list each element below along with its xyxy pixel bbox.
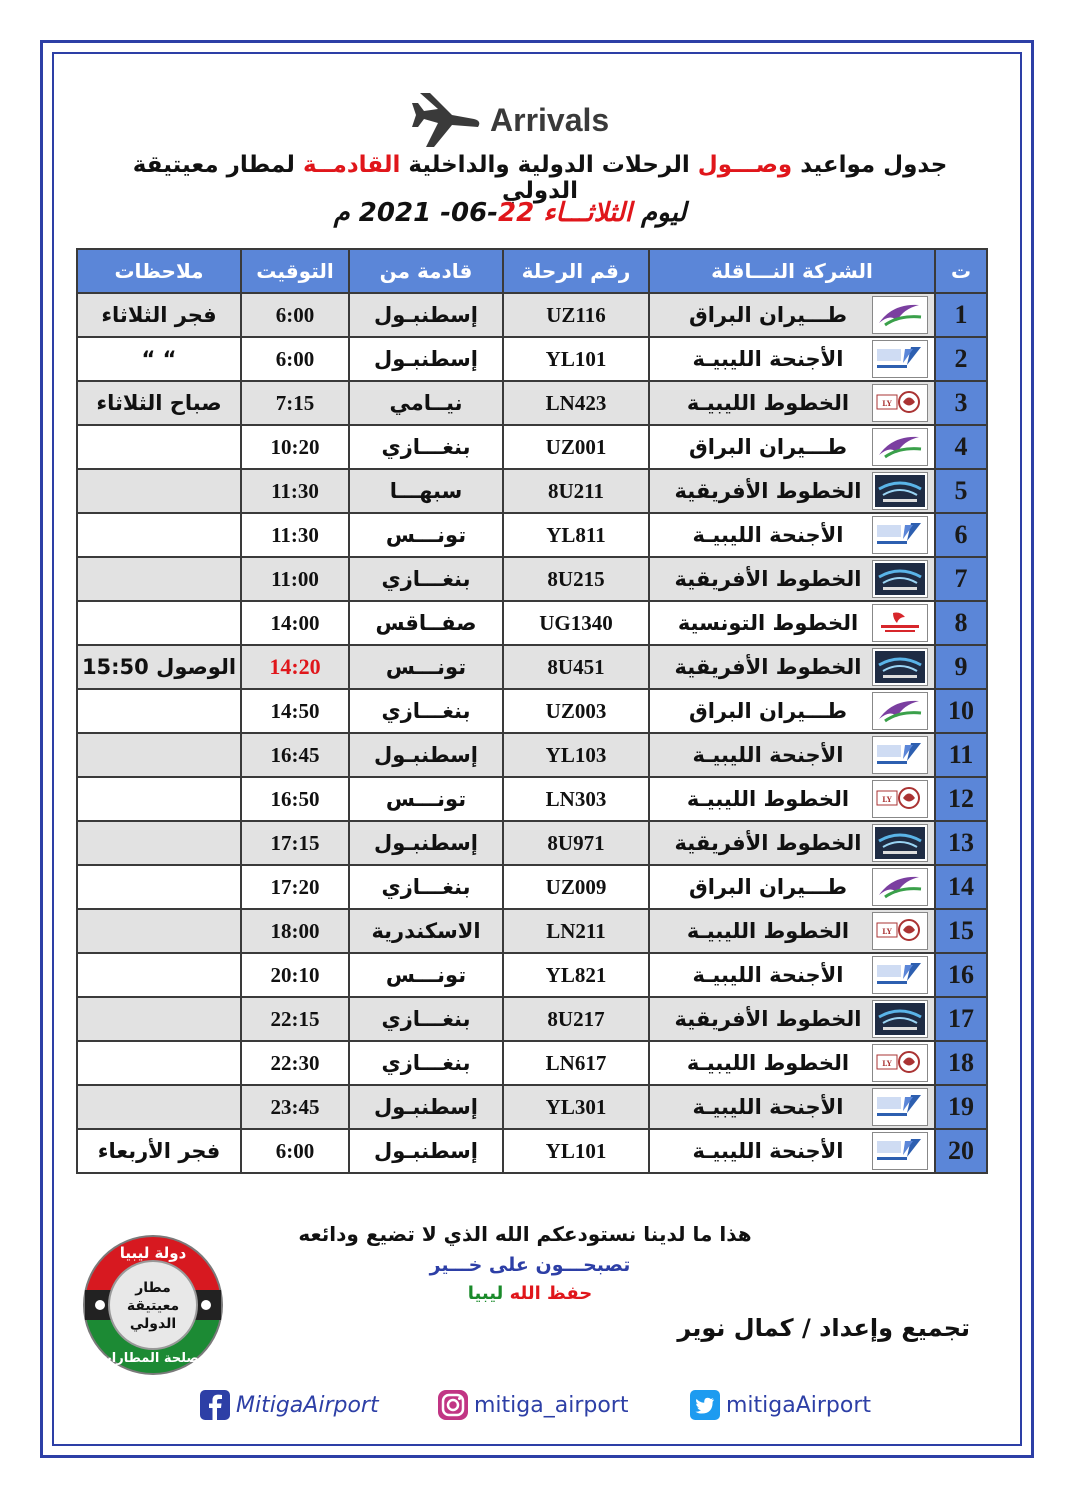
airline-cell — [649, 1041, 935, 1085]
table-row — [77, 513, 987, 557]
table-row — [77, 293, 987, 337]
row-number: 9 — [935, 645, 987, 689]
row-note — [77, 909, 241, 953]
table-row — [77, 865, 987, 909]
arrival-time: 20:10 — [241, 953, 349, 997]
origin-city: تونـــس — [349, 777, 503, 821]
row-note: “ “ — [77, 337, 241, 381]
origin-city: بنغـــازي — [349, 557, 503, 601]
flight-number: 8U215 — [503, 557, 649, 601]
flight-number: UZ001 — [503, 425, 649, 469]
libyan-wings-logo-icon — [872, 956, 928, 994]
table-row — [77, 425, 987, 469]
row-number: 5 — [935, 469, 987, 513]
table-row — [77, 1041, 987, 1085]
table-row — [77, 557, 987, 601]
origin-city: إسطنبـول — [349, 1129, 503, 1173]
airline-name: الخطوط الليبيـة — [686, 787, 850, 811]
flight-number: UZ116 — [503, 293, 649, 337]
airline-name: الخطوط التونسية — [677, 611, 859, 635]
origin-city: تونـــس — [349, 645, 503, 689]
row-note: فجر الثلاثاء — [77, 293, 241, 337]
origin-city: الاسكندرية — [349, 909, 503, 953]
row-note — [77, 689, 241, 733]
table-row — [77, 1085, 987, 1129]
row-number: 19 — [935, 1085, 987, 1129]
airline-name: الأجنحة الليبيـة — [692, 1095, 844, 1119]
facebook-link[interactable]: MitigaAirport — [200, 1385, 379, 1425]
flight-number: UZ009 — [503, 865, 649, 909]
airline-cell — [649, 1129, 935, 1173]
flight-number: YL811 — [503, 513, 649, 557]
libyan-wings-logo-icon — [872, 736, 928, 774]
instagram-link[interactable]: mitiga_airport — [438, 1385, 628, 1425]
arrival-time: 11:30 — [241, 513, 349, 557]
row-note — [77, 733, 241, 777]
row-number: 7 — [935, 557, 987, 601]
arrivals-table — [76, 248, 988, 1174]
origin-city: بنغـــازي — [349, 689, 503, 733]
flight-number: 8U451 — [503, 645, 649, 689]
header-time: التوقيت — [241, 249, 349, 293]
arrival-time: 7:15 — [241, 381, 349, 425]
table-header-row — [77, 249, 987, 293]
row-note — [77, 777, 241, 821]
arrival-time: 16:50 — [241, 777, 349, 821]
arrival-time: 23:45 — [241, 1085, 349, 1129]
tunisair-logo-icon — [872, 604, 928, 642]
row-note — [77, 953, 241, 997]
airline-cell — [649, 425, 935, 469]
arrival-time: 16:45 — [241, 733, 349, 777]
origin-city: صفــاقس — [349, 601, 503, 645]
table-row — [77, 909, 987, 953]
airline-name: الأجنحة الليبيـة — [692, 743, 844, 767]
flight-number: 8U211 — [503, 469, 649, 513]
god-protect-libya-text: حفظ الله ليبيا — [467, 1283, 593, 1304]
buraq-logo-icon — [872, 428, 928, 466]
flight-number: UZ003 — [503, 689, 649, 733]
facebook-icon — [200, 1390, 230, 1420]
arrival-time: 22:30 — [241, 1041, 349, 1085]
libyan-airlines-logo-icon — [872, 912, 928, 950]
row-note — [77, 1085, 241, 1129]
row-note — [77, 513, 241, 557]
airline-name: الخطوط الليبيـة — [686, 1051, 850, 1075]
flight-number: YL821 — [503, 953, 649, 997]
airline-cell — [649, 645, 935, 689]
row-note — [77, 425, 241, 469]
row-number: 13 — [935, 821, 987, 865]
row-number: 16 — [935, 953, 987, 997]
origin-city: إسطنبـول — [349, 733, 503, 777]
row-note — [77, 601, 241, 645]
date-line: ليوم الثلاثـــاء 22-06- 2021 م — [333, 198, 687, 228]
row-number: 3 — [935, 381, 987, 425]
arrival-time: 6:00 — [241, 337, 349, 381]
row-number: 8 — [935, 601, 987, 645]
airline-cell — [649, 997, 935, 1041]
origin-city: تونـــس — [349, 953, 503, 997]
airline-name: الخطوط الأفريقية — [674, 567, 862, 591]
airline-name: الخطوط الأفريقية — [674, 655, 862, 679]
arrival-time: 18:00 — [241, 909, 349, 953]
airline-cell — [649, 821, 935, 865]
flight-number: YL301 — [503, 1085, 649, 1129]
svg-text:معيتيقة: معيتيقة — [126, 1298, 180, 1314]
airline-cell — [649, 909, 935, 953]
origin-city: بنغـــازي — [349, 425, 503, 469]
airline-cell — [649, 1085, 935, 1129]
origin-city: سبهـــا — [349, 469, 503, 513]
arrival-time: 14:00 — [241, 601, 349, 645]
airline-name: طـــيران البراق — [688, 699, 848, 723]
svg-text:LY: LY — [882, 927, 892, 936]
arrival-time: 6:00 — [241, 1129, 349, 1173]
airline-name: الأجنحة الليبيـة — [692, 347, 844, 371]
row-note — [77, 997, 241, 1041]
airline-cell — [649, 689, 935, 733]
row-number: 1 — [935, 293, 987, 337]
flight-number: YL101 — [503, 1129, 649, 1173]
flight-number: YL103 — [503, 733, 649, 777]
svg-text:مطار: مطار — [135, 1280, 171, 1296]
origin-city: بنغـــازي — [349, 865, 503, 909]
flight-number: UG1340 — [503, 601, 649, 645]
svg-text:دولة ليبيا: دولة ليبيا — [119, 1244, 187, 1262]
airline-cell — [649, 381, 935, 425]
arrival-time: 6:00 — [241, 293, 349, 337]
origin-city: إسطنبـول — [349, 1085, 503, 1129]
arrival-time: 11:00 — [241, 557, 349, 601]
row-number: 14 — [935, 865, 987, 909]
table-row — [77, 777, 987, 821]
afriqiyah-logo-icon — [872, 648, 928, 686]
arrivals-header — [412, 90, 652, 150]
airline-name: طـــيران البراق — [688, 435, 848, 459]
airline-cell — [649, 601, 935, 645]
airline-cell — [649, 953, 935, 997]
airline-cell — [649, 557, 935, 601]
airline-name: الخطوط الأفريقية — [674, 831, 862, 855]
airline-cell — [649, 293, 935, 337]
flight-number: 8U217 — [503, 997, 649, 1041]
header-airline: الشركة النـــاقلة — [649, 249, 935, 293]
buraq-logo-icon — [872, 692, 928, 730]
svg-text:LY: LY — [882, 795, 892, 804]
table-row — [77, 469, 987, 513]
svg-text:LY: LY — [882, 1059, 892, 1068]
arrival-time: 17:20 — [241, 865, 349, 909]
airplane-icon — [412, 89, 484, 151]
row-note: فجر الأربعاء — [77, 1129, 241, 1173]
row-number: 18 — [935, 1041, 987, 1085]
twitter-link[interactable]: mitigaAirport — [690, 1385, 871, 1425]
svg-text:مصلحة المطارات: مصلحة المطارات — [98, 1351, 208, 1366]
row-note: الوصول 15:50 — [77, 645, 241, 689]
airline-name: الخطوط الليبيـة — [686, 391, 850, 415]
arrival-time: 22:15 — [241, 997, 349, 1041]
buraq-logo-icon — [872, 296, 928, 334]
header-num: ت — [935, 249, 987, 293]
libyan-airlines-logo-icon — [872, 780, 928, 818]
page-title: جدول مواعيد وصـــول الرحلات الدولية والداخلية القادمــة لمطار معيتيقة الدولي — [132, 152, 948, 204]
good-morning-text: تصبحـــون على خـــير — [429, 1254, 631, 1276]
origin-city: إسطنبـول — [349, 821, 503, 865]
table-row — [77, 645, 987, 689]
row-note — [77, 865, 241, 909]
twitter-icon — [690, 1390, 720, 1420]
row-note — [77, 821, 241, 865]
arrival-time: 14:50 — [241, 689, 349, 733]
airline-name: الأجنحة الليبيـة — [692, 1139, 844, 1163]
libyan-wings-logo-icon — [872, 516, 928, 554]
libyan-wings-logo-icon — [872, 340, 928, 378]
origin-city: بنغـــازي — [349, 997, 503, 1041]
svg-text:LY: LY — [882, 399, 892, 408]
row-number: 2 — [935, 337, 987, 381]
airline-cell — [649, 337, 935, 381]
afriqiyah-logo-icon — [872, 824, 928, 862]
row-number: 10 — [935, 689, 987, 733]
row-number: 11 — [935, 733, 987, 777]
libyan-airlines-logo-icon — [872, 384, 928, 422]
origin-city: إسطنبـول — [349, 293, 503, 337]
afriqiyah-logo-icon — [872, 1000, 928, 1038]
flight-number: 8U971 — [503, 821, 649, 865]
farewell-text: هذا ما لدينا نستودعكم الله الذي لا تضيع ودائعه — [298, 1222, 752, 1246]
flight-number: LN211 — [503, 909, 649, 953]
arrival-time: 14:20 — [241, 645, 349, 689]
prepared-by-credit: تجميع وإعداد / كمال نوير — [677, 1314, 970, 1342]
header-from: قادمة من — [349, 249, 503, 293]
airport-seal-logo — [80, 1232, 226, 1378]
header-flight: رقم الرحلة — [503, 249, 649, 293]
table-row — [77, 1129, 987, 1173]
row-number: 4 — [935, 425, 987, 469]
airline-cell — [649, 865, 935, 909]
flight-number: LN303 — [503, 777, 649, 821]
airline-name: الخطوط الأفريقية — [674, 479, 862, 503]
origin-city: إسطنبـول — [349, 337, 503, 381]
instagram-icon — [438, 1390, 468, 1420]
row-number: 17 — [935, 997, 987, 1041]
row-note — [77, 557, 241, 601]
afriqiyah-logo-icon — [872, 472, 928, 510]
arrival-time: 10:20 — [241, 425, 349, 469]
buraq-logo-icon — [872, 868, 928, 906]
row-note — [77, 469, 241, 513]
table-row — [77, 689, 987, 733]
table-row — [77, 953, 987, 997]
table-row — [77, 733, 987, 777]
afriqiyah-logo-icon — [872, 560, 928, 598]
row-number: 12 — [935, 777, 987, 821]
row-note — [77, 1041, 241, 1085]
flight-number: YL101 — [503, 337, 649, 381]
airline-cell — [649, 733, 935, 777]
flight-number: LN617 — [503, 1041, 649, 1085]
svg-text:الدولي: الدولي — [129, 1316, 177, 1332]
origin-city: نيــامي — [349, 381, 503, 425]
table-row — [77, 821, 987, 865]
airline-cell — [649, 777, 935, 821]
origin-city: تونـــس — [349, 513, 503, 557]
arrivals-label: Arrivals — [490, 101, 610, 138]
airline-name: طـــيران البراق — [688, 875, 848, 899]
airline-name: الخطوط الليبيـة — [686, 919, 850, 943]
airline-name: طـــيران البراق — [688, 303, 848, 327]
table-row — [77, 601, 987, 645]
row-number: 15 — [935, 909, 987, 953]
arrival-time: 11:30 — [241, 469, 349, 513]
row-note: صباح الثلاثاء — [77, 381, 241, 425]
table-row — [77, 381, 987, 425]
table-row — [77, 337, 987, 381]
table-row — [77, 997, 987, 1041]
row-number: 6 — [935, 513, 987, 557]
airline-name: الأجنحة الليبيـة — [692, 523, 844, 547]
airline-name: الخطوط الأفريقية — [674, 1007, 862, 1031]
header-notes: ملاحظات — [77, 249, 241, 293]
airline-name: الأجنحة الليبيـة — [692, 963, 844, 987]
airline-cell — [649, 469, 935, 513]
origin-city: بنغـــازي — [349, 1041, 503, 1085]
libyan-airlines-logo-icon — [872, 1044, 928, 1082]
libyan-wings-logo-icon — [872, 1132, 928, 1170]
libyan-wings-logo-icon — [872, 1088, 928, 1126]
row-number: 20 — [935, 1129, 987, 1173]
flight-number: LN423 — [503, 381, 649, 425]
arrival-time: 17:15 — [241, 821, 349, 865]
airline-cell — [649, 513, 935, 557]
